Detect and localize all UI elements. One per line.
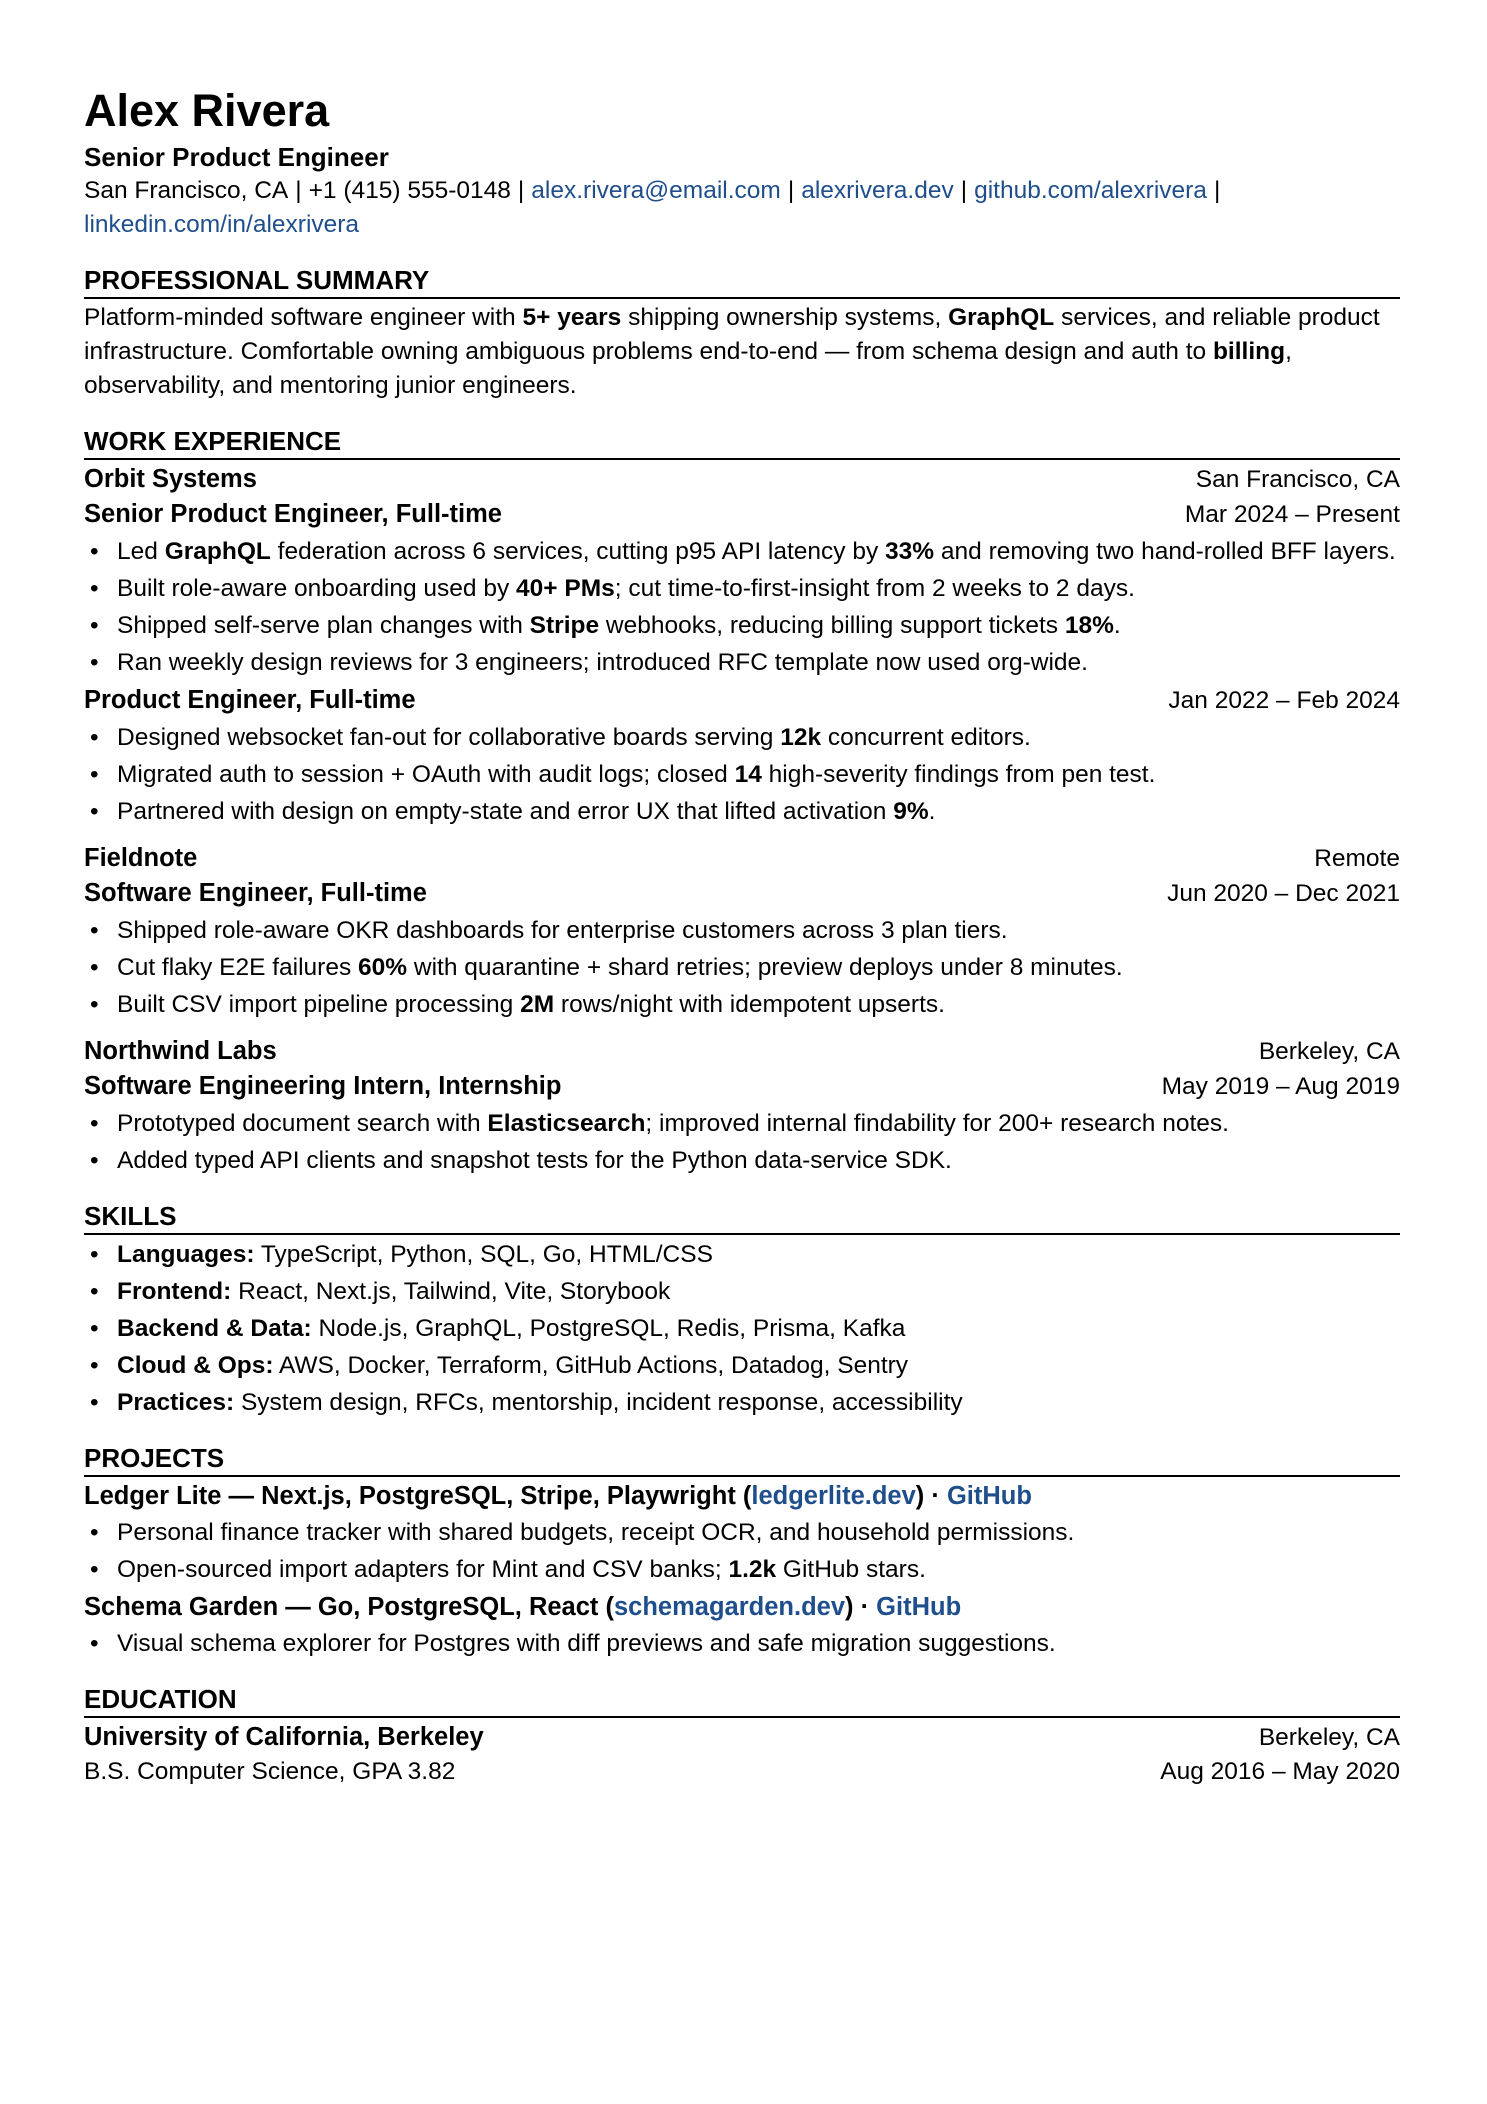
education-heading: EDUCATION [84,1683,1400,1718]
role-row [84,497,1400,532]
github-profile-link[interactable]: github.com/alexrivera [974,177,1207,204]
company-row [84,841,1400,876]
contact-separator: | [1213,177,1221,204]
projects-heading: PROJECTS [84,1442,1400,1477]
bullet-item [84,721,1400,755]
email-link[interactable]: alex.rivera@email.com [531,177,781,204]
contact-separator: | [960,177,968,204]
bullet-text: Personal finance tracker with shared budgets, receipt OCR, and household permissions. [117,1519,1075,1546]
bullet-item [84,914,1400,948]
bullet-text: Led [117,538,165,565]
summary-section [84,264,1400,403]
bullet-highlight: 60% [358,954,408,981]
skill-label: Backend & Data: [117,1315,312,1342]
bullet-text: Shipped self-serve plan changes with [117,612,530,639]
role-title: Software Engineering Intern, Internship [84,1072,562,1100]
bullet-item [84,1144,1400,1178]
summary-text-part: services, and reliable product infrastructure. Comfortable owning ambiguous problems end-to-end — from schema design and auth to [84,304,1380,365]
role-title: Product Engineer, Full-time [84,686,416,714]
bullet-item [84,951,1400,985]
bullet-item [84,1627,1400,1661]
summary-heading: PROFESSIONAL SUMMARY [84,264,1400,299]
resume-header [84,84,1400,242]
bullet-item [84,646,1400,680]
skills-section [84,1200,1400,1420]
bullet-highlight: 40+ PMs [516,575,615,602]
skill-label: Cloud & Ops: [117,1352,274,1379]
company-name: Fieldnote [84,844,198,872]
bullet-item [84,609,1400,643]
bullet-text: Visual schema explorer for Postgres with diff previews and safe migration suggestions. [117,1630,1056,1657]
skill-value: Node.js, GraphQL, PostgreSQL, Redis, Prisma, Kafka [311,1315,906,1342]
company-row [84,462,1400,497]
bullet-highlight: 2M [520,991,555,1018]
bullet-text: Cut flaky E2E failures [117,954,359,981]
role-title: Software Engineer, Full-time [84,879,427,907]
bullet-text: federation across 6 services, cutting p95 API latency by [270,538,886,565]
company-orbit [84,462,1400,829]
company-row [84,1034,1400,1069]
resume-content [84,84,1400,1789]
bullet-highlight: GraphQL [164,538,271,565]
role-bullets [84,721,1400,829]
bullet-item [84,1107,1400,1141]
summary-text [84,301,1400,403]
contact-phone: +1 (415) 555-0148 [308,177,511,204]
bullet-highlight: 12k [780,724,822,751]
summary-text-part: , observability, and mentoring junior engineers. [84,338,1292,399]
summary-text-part: shipping ownership systems, [621,304,949,331]
company-location: Berkeley, CA [1258,1038,1400,1065]
skill-value: React, Next.js, Tailwind, Vite, Storybook [231,1278,671,1305]
bullet-text: Added typed API clients and snapshot tests for the Python data-service SDK. [117,1147,952,1174]
bullet-text: Migrated auth to session + OAuth with audit logs; closed [117,761,735,788]
skill-item [84,1238,1400,1272]
project-name: Ledger Lite — Next.js, PostgreSQL, Stripe, Playwright ( [84,1482,752,1510]
company-location: San Francisco, CA [1195,466,1400,493]
bullet-text: Designed websocket fan-out for collaborative boards serving [117,724,781,751]
education-section [84,1683,1400,1789]
bullet-item [84,1553,1400,1587]
skill-value: AWS, Docker, Terraform, GitHub Actions, Datadog, Sentry [273,1352,909,1379]
project-title-schema [84,1590,1400,1624]
bullet-text: GitHub stars. [776,1556,926,1583]
skill-value: System design, RFCs, mentorship, incident response, accessibility [234,1389,963,1416]
role-dates: May 2019 – Aug 2019 [1161,1073,1400,1100]
bullet-item [84,1516,1400,1550]
role-dates: Mar 2024 – Present [1184,501,1400,528]
project-name: Schema Garden — Go, PostgreSQL, React ( [84,1593,614,1621]
summary-highlight: billing [1212,338,1286,365]
bullet-highlight: 14 [734,761,762,788]
degree-row [84,1755,1400,1789]
website-link[interactable]: alexrivera.dev [801,177,954,204]
bullet-text: Prototyped document search with [117,1110,488,1137]
project-bullets [84,1627,1400,1661]
bullet-text: ; cut time-to-first-insight from 2 weeks to 2 days. [614,575,1135,602]
bullet-text: webhooks, reducing billing support tickets [599,612,1065,639]
bullet-highlight: Stripe [529,612,600,639]
project-github-link[interactable]: GitHub [946,1482,1032,1510]
skill-label: Practices: [117,1389,235,1416]
bullet-highlight: 1.2k [728,1556,777,1583]
summary-text-part: Platform-minded software engineer with [84,304,523,331]
summary-highlight: GraphQL [948,304,1055,331]
contact-location: San Francisco, CA [84,177,289,204]
company-name: Northwind Labs [84,1037,277,1065]
school-name: University of California, Berkeley [84,1723,484,1751]
contact-separator: | [295,177,302,204]
bullet-text: with quarantine + shard retries; preview deploys under 8 minutes. [407,954,1123,981]
skill-value: TypeScript, Python, SQL, Go, HTML/CSS [254,1241,713,1268]
role-dates: Jan 2022 – Feb 2024 [1168,687,1400,714]
bullet-text: . [1113,612,1121,639]
bullet-text: ; improved internal findability for 200+ research notes. [645,1110,1229,1137]
bullet-text: Built CSV import pipeline processing [117,991,521,1018]
project-title-separator: ) · [845,1593,877,1621]
bullet-item [84,572,1400,606]
company-fieldnote [84,841,1400,1022]
experience-section [84,425,1400,1178]
contact-separator: | [517,177,525,204]
bullet-item [84,535,1400,569]
role-bullets [84,535,1400,680]
bullet-highlight: Elasticsearch [487,1110,646,1137]
skill-label: Languages: [117,1241,255,1268]
bullet-text: high-severity findings from pen test. [761,761,1156,788]
project-site-link[interactable]: ledgerlite.dev [751,1482,916,1510]
skill-item [84,1386,1400,1420]
bullet-text: and removing two hand-rolled BFF layers. [934,538,1396,565]
school-location: Berkeley, CA [1258,1724,1400,1751]
degree-text: B.S. Computer Science, GPA 3.82 [84,1758,456,1785]
skill-item [84,1349,1400,1383]
bullet-item [84,758,1400,792]
bullet-highlight: 33% [885,538,935,565]
bullet-text: Ran weekly design reviews for 3 engineers; introduced RFC template now used org-wide. [117,649,1088,676]
skills-list [84,1238,1400,1420]
project-bullets [84,1516,1400,1587]
project-site-link[interactable]: schemagarden.dev [613,1593,846,1621]
experience-heading: WORK EXPERIENCE [84,425,1400,460]
skill-label: Frontend: [117,1278,232,1305]
company-location: Remote [1314,845,1400,872]
bullet-text: concurrent editors. [821,724,1031,751]
bullet-text: . [928,798,936,825]
bullet-text: Partnered with design on empty-state and error UX that lifted activation [117,798,894,825]
skills-heading: SKILLS [84,1200,1400,1235]
role-row [84,683,1400,718]
project-title-ledger [84,1479,1400,1513]
projects-section [84,1442,1400,1661]
bullet-item [84,988,1400,1022]
linkedin-link[interactable]: linkedin.com/in/alexrivera [84,211,360,238]
candidate-headline: Senior Product Engineer [84,142,389,172]
project-github-link[interactable]: GitHub [876,1593,962,1621]
skill-item [84,1312,1400,1346]
bullet-text: Built role-aware onboarding used by [117,575,517,602]
role-row [84,876,1400,911]
degree-dates: Aug 2016 – May 2020 [1160,1758,1400,1785]
bullet-text: Open-sourced import adapters for Mint and CSV banks; [117,1556,729,1583]
summary-highlight: 5+ years [522,304,622,331]
school-row [84,1720,1400,1755]
company-northwind [84,1034,1400,1178]
project-title-separator: ) · [915,1482,947,1510]
contact-line [84,174,1400,242]
skill-item [84,1275,1400,1309]
contact-separator: | [787,177,795,204]
company-name: Orbit Systems [84,465,257,493]
bullet-highlight: 9% [893,798,929,825]
role-bullets [84,1107,1400,1178]
candidate-name: Alex Rivera [84,85,330,136]
bullet-item [84,795,1400,829]
role-bullets [84,914,1400,1022]
bullet-text: rows/night with idempotent upserts. [554,991,945,1018]
role-row [84,1069,1400,1104]
role-title: Senior Product Engineer, Full-time [84,500,502,528]
bullet-highlight: 18% [1064,612,1114,639]
role-dates: Jun 2020 – Dec 2021 [1167,880,1400,907]
bullet-text: Shipped role-aware OKR dashboards for enterprise customers across 3 plan tiers. [117,917,1008,944]
